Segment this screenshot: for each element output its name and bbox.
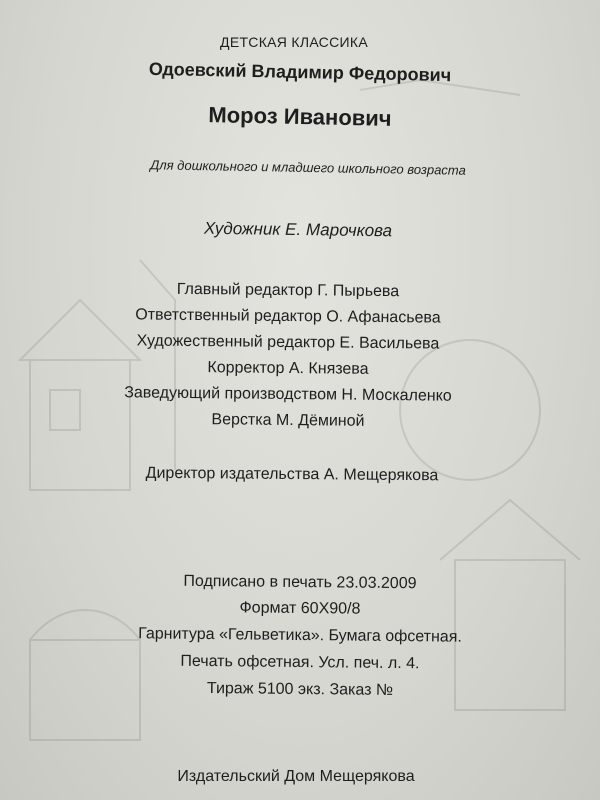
credit-art-editor: Художественный редактор Е. Васильева (136, 332, 440, 353)
series-name: ДЕТСКАЯ КЛАССИКА (220, 34, 368, 50)
author-name: Одоевский Владимир Федорович (148, 58, 452, 86)
credit-chief-editor: Главный редактор Г. Пырьева (176, 280, 400, 301)
book-title: Мороз Иванович (208, 102, 392, 131)
audience-note: Для дошкольного и младшего школьного возраста (150, 157, 466, 178)
imprint-format: Формат 60X90/8 (239, 599, 361, 618)
credit-layout: Верстка М. Дёминой (211, 411, 365, 430)
imprint-typeface: Гарнитура «Гельветика». Бумага офсетная. (138, 625, 462, 646)
publishing-director: Директор издательства А. Мещерякова (145, 464, 439, 485)
imprint-signed-date: Подписано в печать 23.03.2009 (183, 572, 417, 593)
artist-credit: Художник Е. Марочкова (203, 218, 393, 241)
credit-production-head: Заведующий производством Н. Москаленко (124, 384, 452, 405)
publisher-name: Издательский Дом Мещерякова (177, 768, 415, 785)
imprint-print-run: Тираж 5100 экз. Заказ № (206, 680, 394, 699)
credit-proofreader: Корректор А. Князева (207, 359, 369, 378)
imprint-printing: Печать офсетная. Усл. печ. л. 4. (180, 652, 420, 673)
credit-managing-editor: Ответственный редактор О. Афанасьева (135, 306, 441, 327)
